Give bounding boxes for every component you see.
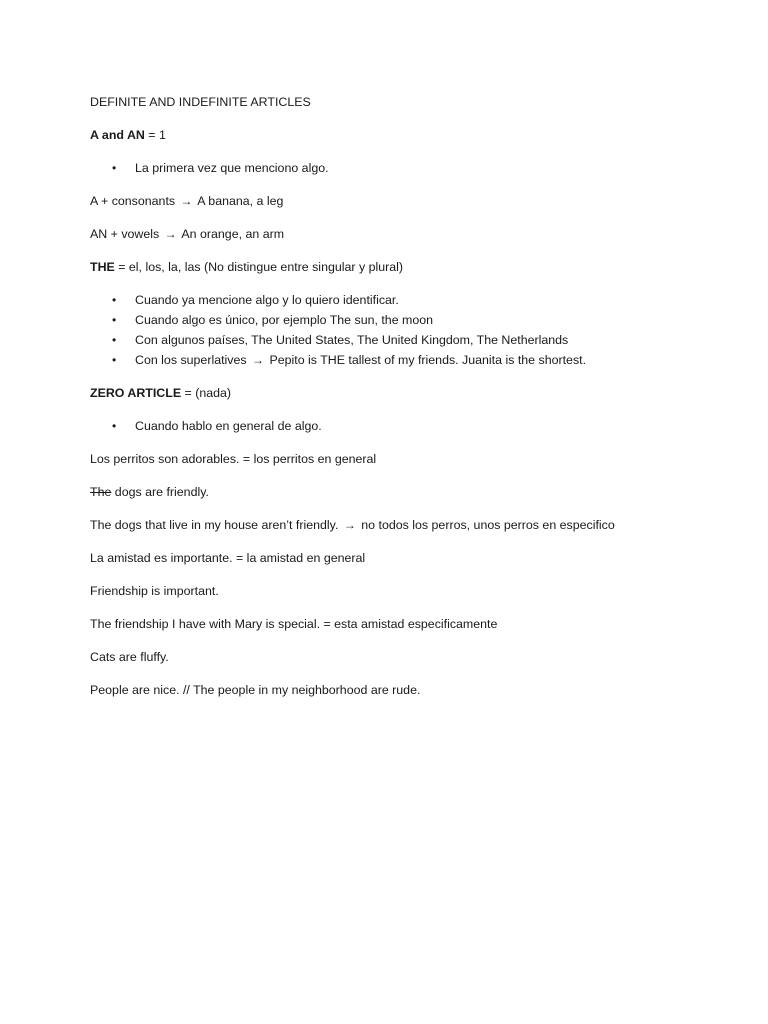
example-dogs-friendly-text: dogs are friendly. xyxy=(111,485,209,499)
example-amistad: La amistad es importante. = la amistad en general xyxy=(90,551,366,565)
list-item-text: Cuando ya mencione algo y lo quiero identificar. xyxy=(135,293,399,307)
list-item xyxy=(90,312,730,328)
zero-article-label: ZERO ARTICLE xyxy=(90,386,182,400)
a-an-rest: = 1 xyxy=(144,128,166,142)
example-dogs-house xyxy=(90,517,730,533)
list-item-text: Cuando algo es único, por ejemplo The sun, the moon xyxy=(135,313,434,327)
bullet-icon: • xyxy=(112,313,117,327)
superlatives-example: Pepito is THE tallest of my friends. Juanita is the shortest. xyxy=(266,353,587,367)
list-item xyxy=(90,352,730,368)
zero-article-rest: = (nada) xyxy=(181,386,232,400)
arrow-right-icon: → xyxy=(164,227,177,241)
list-item-text: La primera vez que menciono algo. xyxy=(135,161,329,175)
a-an-bullet-list xyxy=(90,160,730,176)
list-item xyxy=(90,160,730,176)
the-bullet-list xyxy=(90,292,730,368)
consonants-rule-text: A + consonants xyxy=(90,194,179,208)
list-item xyxy=(90,292,730,308)
bullet-icon: • xyxy=(112,293,117,307)
list-item xyxy=(90,332,730,348)
vowels-rule xyxy=(90,226,730,242)
example-dogs-friendly xyxy=(90,484,730,500)
a-an-heading xyxy=(90,127,730,143)
zero-article-heading xyxy=(90,385,730,401)
list-item xyxy=(90,418,730,434)
list-item-text: Con algunos países, The United States, The United Kingdom, The Netherlands xyxy=(135,333,569,347)
example-dogs-house-note: no todos los perros, unos perros en especifico xyxy=(357,518,615,532)
bullet-icon: • xyxy=(112,333,117,347)
a-an-label: A and AN xyxy=(90,128,145,142)
example-perritos: Los perritos son adorables. = los perritos en general xyxy=(90,452,377,466)
arrow-right-icon: → xyxy=(252,353,265,367)
arrow-right-icon: → xyxy=(343,518,356,532)
the-rest: = el, los, la, las (No distingue entre singular y plural) xyxy=(114,260,404,274)
consonants-rule xyxy=(90,193,730,209)
superlatives-text: Con los superlatives xyxy=(135,353,251,367)
bullet-icon: • xyxy=(112,353,117,367)
example-dogs-house-text: The dogs that live in my house aren’t friendly. xyxy=(90,518,342,532)
example-cats: Cats are fluffy. xyxy=(90,650,169,664)
example-people: People are nice. // The people in my neighborhood are rude. xyxy=(90,683,421,697)
consonants-rule-examples: A banana, a leg xyxy=(194,194,284,208)
the-heading xyxy=(90,259,730,275)
zero-article-bullet-list xyxy=(90,418,730,434)
struck-article: The xyxy=(90,485,112,499)
list-item-text: Cuando hablo en general de algo. xyxy=(135,419,322,433)
document-body xyxy=(90,94,730,715)
document-title: DEFINITE AND INDEFINITE ARTICLES xyxy=(90,95,311,109)
vowels-rule-examples: An orange, an arm xyxy=(178,227,285,241)
the-label: THE xyxy=(90,260,115,274)
example-friendship: Friendship is important. xyxy=(90,584,219,598)
bullet-icon: • xyxy=(112,419,117,433)
vowels-rule-text: AN + vowels xyxy=(90,227,163,241)
example-friendship-mary: The friendship I have with Mary is special. = esta amistad especificamente xyxy=(90,617,498,631)
bullet-icon: • xyxy=(112,161,117,175)
arrow-right-icon: → xyxy=(180,194,193,208)
